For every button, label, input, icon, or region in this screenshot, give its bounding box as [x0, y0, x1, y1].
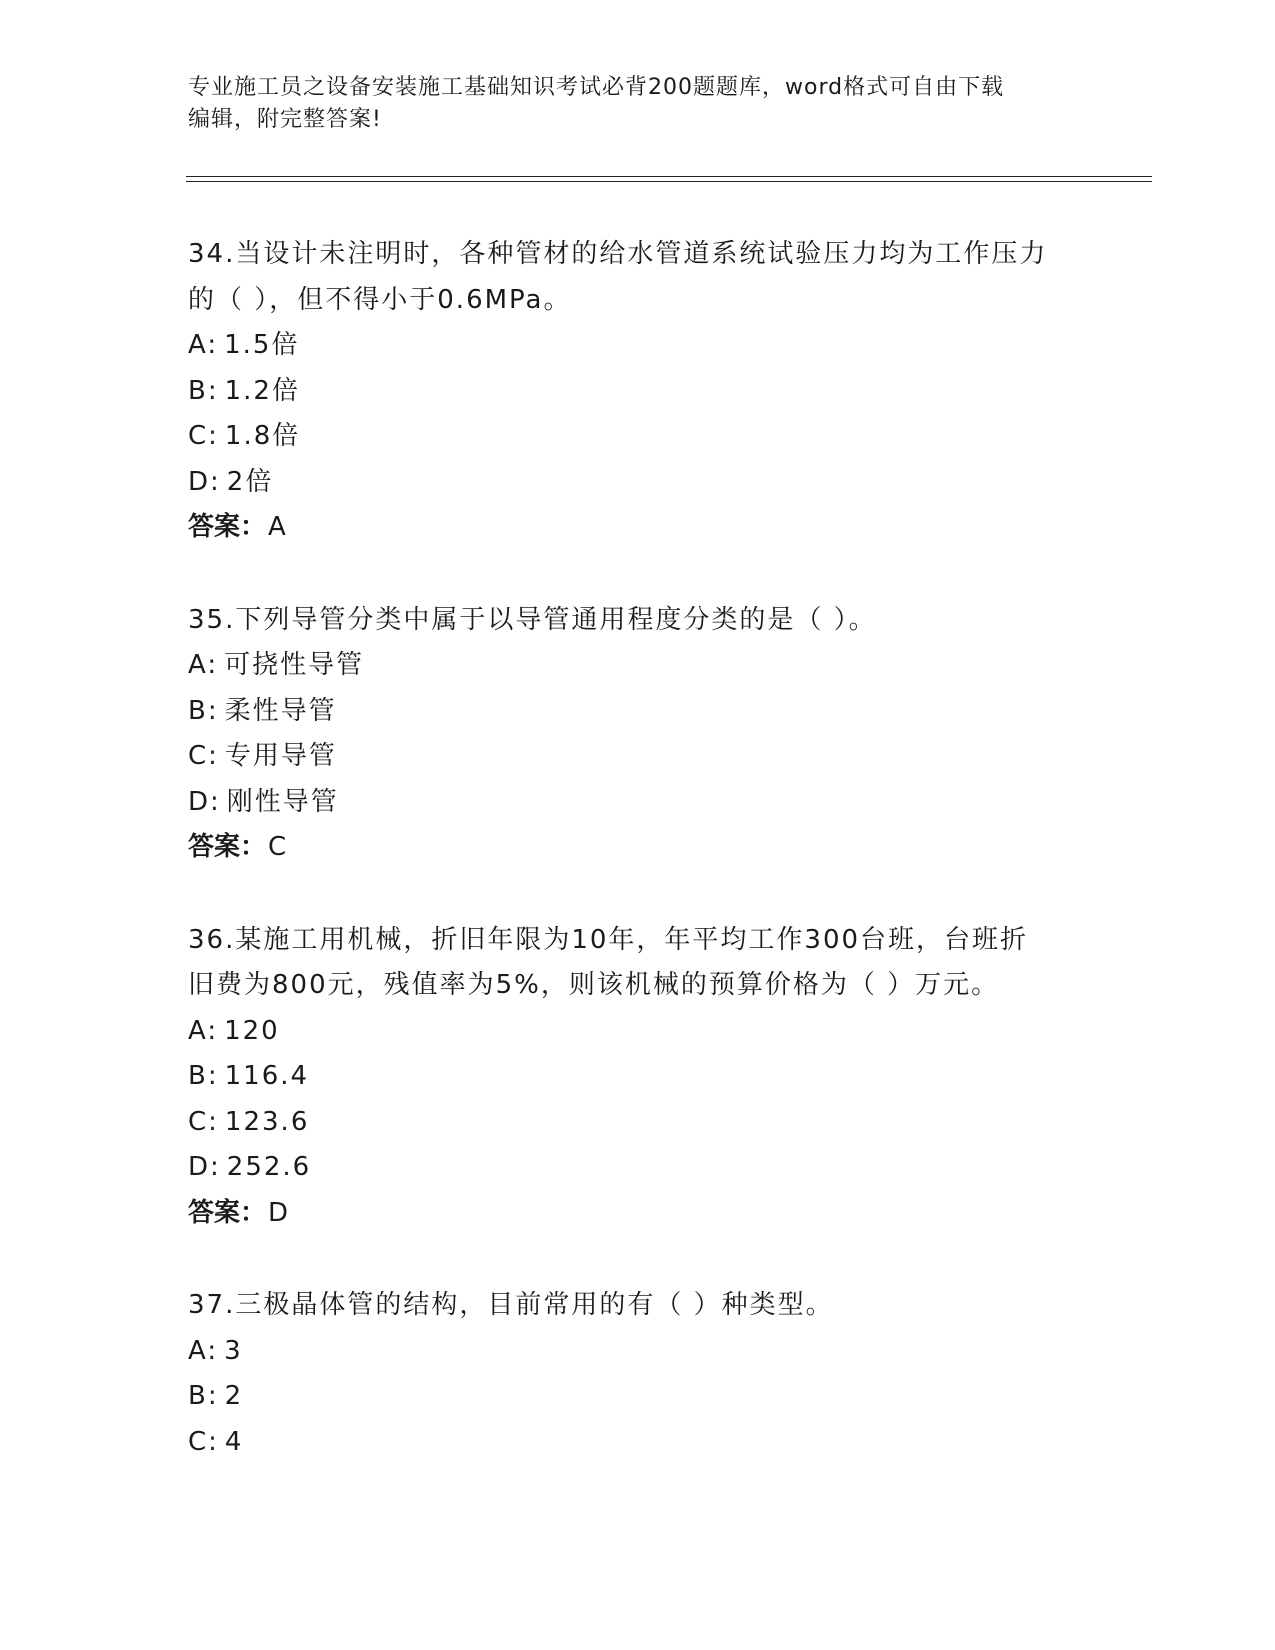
- question-block: [188, 918, 1088, 1237]
- question-text-line: 36.某施工用机械，折旧年限为10年，年平均工作300台班，台班折: [188, 924, 1029, 955]
- header-divider-bottom: [186, 181, 1152, 182]
- answer-line: [188, 825, 1088, 871]
- answer-line: [188, 505, 1088, 551]
- header-line-1: 专业施工员之设备安装施工基础知识考试必背200题题库，word格式可自由下载: [188, 75, 1005, 100]
- question-text-line: 37.三极晶体管的结构，目前常用的有（ ）种类型。: [188, 1290, 834, 1320]
- option-row: [188, 1329, 1088, 1375]
- answer-label: 答案：: [188, 832, 267, 862]
- option-letter: D:: [188, 1152, 221, 1182]
- header-line-2: 编辑，附完整答案!: [188, 107, 382, 132]
- option-letter: D:: [188, 786, 221, 817]
- header-divider-top: [186, 176, 1152, 177]
- question-text-line: 35.下列导管分类中属于以导管通用程度分类的是（ ）。: [188, 604, 877, 635]
- option-text: 116.4: [224, 1061, 310, 1091]
- option-letter: B:: [188, 375, 219, 406]
- option-letter: A:: [188, 1335, 219, 1366]
- option-text: 3: [224, 1335, 243, 1366]
- question-spacer: [188, 1236, 1088, 1283]
- option-letter: C:: [188, 421, 219, 451]
- option-row: [188, 1374, 1088, 1420]
- option-letter: B:: [188, 1381, 219, 1411]
- option-letter: A:: [188, 330, 219, 360]
- option-row: [188, 1100, 1088, 1146]
- option-row: [188, 643, 1088, 689]
- option-row: [188, 460, 1088, 506]
- question-block: [188, 598, 1088, 871]
- option-text: 120: [224, 1015, 280, 1046]
- answer-label: 答案：: [188, 1197, 267, 1228]
- option-row: [188, 689, 1088, 735]
- document-header: [188, 72, 1088, 136]
- question-list: [188, 232, 1088, 1465]
- option-text: 2倍: [226, 466, 274, 497]
- option-text: 123.6: [224, 1106, 310, 1137]
- option-letter: D:: [188, 466, 221, 497]
- option-text: 柔性导管: [224, 695, 337, 726]
- option-letter: A:: [188, 650, 219, 680]
- option-row: [188, 369, 1088, 415]
- option-row: [188, 1420, 1088, 1466]
- option-text: 专用导管: [224, 741, 337, 771]
- option-letter: C:: [188, 1426, 219, 1457]
- option-text: 1.5倍: [224, 330, 300, 360]
- question-block: [188, 1283, 1088, 1465]
- option-text: 252.6: [226, 1152, 312, 1182]
- option-row: [188, 1009, 1088, 1055]
- answer-value: D: [268, 1197, 289, 1228]
- question-text-line: 旧费为800元，残值率为5%，则该机械的预算价格为（ ）万元。: [188, 970, 1000, 1000]
- option-text: 2: [224, 1381, 244, 1411]
- option-text: 1.8倍: [224, 421, 301, 451]
- answer-value: A: [268, 512, 286, 542]
- option-row: [188, 414, 1088, 460]
- option-row: [188, 323, 1088, 369]
- question-text-line: 的（ ），但不得小于0.6MPa。: [188, 284, 572, 315]
- option-row: [188, 780, 1088, 826]
- option-text: 刚性导管: [226, 786, 339, 817]
- option-letter: B:: [188, 695, 219, 726]
- option-row: [188, 1054, 1088, 1100]
- question-block: [188, 232, 1088, 551]
- answer-line: [188, 1191, 1088, 1237]
- option-row: [188, 734, 1088, 780]
- option-text: 4: [224, 1426, 244, 1457]
- option-letter: C:: [188, 741, 219, 771]
- option-text: 1.2倍: [224, 375, 300, 406]
- option-letter: C:: [188, 1106, 219, 1137]
- option-text: 可挠性导管: [224, 650, 365, 680]
- option-letter: A:: [188, 1015, 219, 1046]
- question-spacer: [188, 871, 1088, 918]
- question-text-line: 34.当设计未注明时，各种管材的给水管道系统试验压力均为工作压力: [188, 239, 1048, 269]
- option-row: [188, 1145, 1088, 1191]
- question-spacer: [188, 551, 1088, 598]
- option-letter: B:: [188, 1061, 219, 1091]
- answer-label: 答案：: [188, 512, 267, 542]
- answer-value: C: [268, 832, 287, 862]
